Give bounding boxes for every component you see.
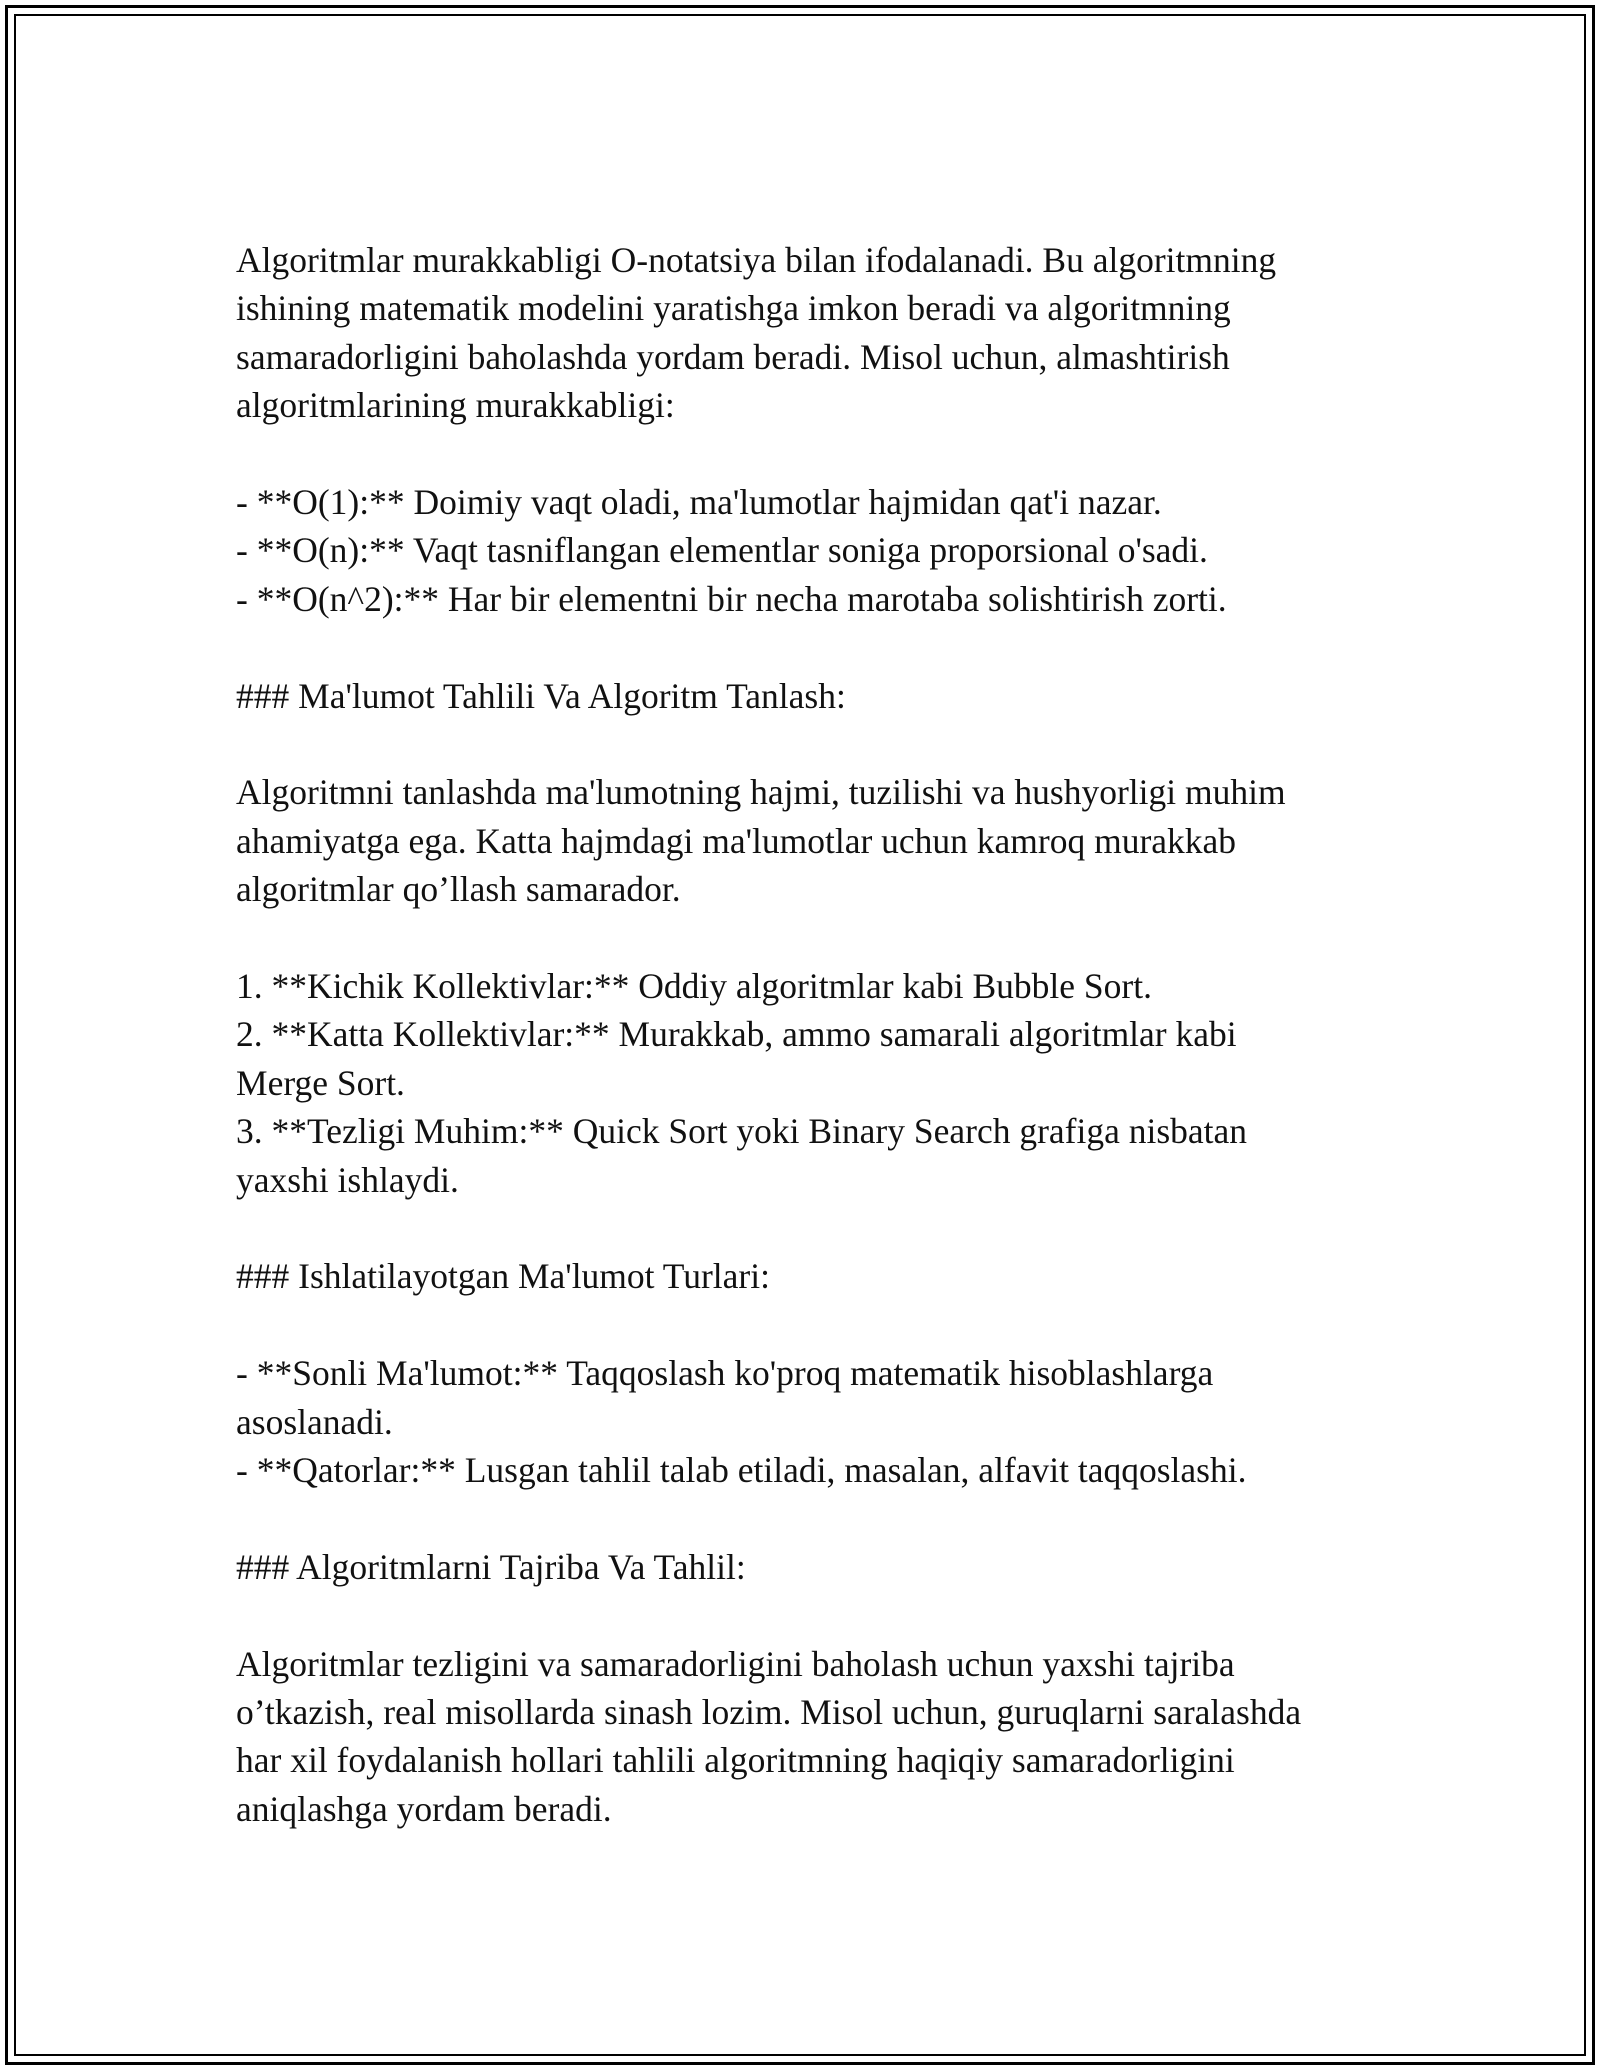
text-line: aniqlashga yordam beradi.	[236, 1788, 612, 1829]
list-item-continuation: asoslanadi.	[236, 1401, 393, 1442]
list-item: 3. **Tezligi Muhim:** Quick Sort yoki Binary Search grafiga nisbatan	[236, 1111, 1248, 1152]
text-line: Algoritmlar murakkabligi O-notatsiya bilan ifodalanadi. Bu algoritmning	[236, 240, 1277, 280]
list-item: - **O(1):** Doimiy vaqt oladi, ma'lumotlar hajmidan qat'i nazar.	[236, 482, 1162, 523]
paragraph	[236, 1640, 1356, 1834]
spacer	[236, 1494, 1356, 1542]
text-line: Algoritmni tanlashda ma'lumotning hajmi, tuzilishi va hushyorligi muhim	[236, 772, 1286, 813]
text-line: har xil foydalanish hollari tahlili algoritmning haqiqiy samaradorligini	[236, 1740, 1235, 1781]
spacer	[236, 720, 1356, 768]
text-line: algoritmlar qo’llash samarador.	[236, 869, 681, 910]
text-line: o’tkazish, real misollarda sinash lozim. Misol uchun, guruqlarni saralashda	[236, 1692, 1302, 1733]
list-item: - **O(n):** Vaqt tasniflangan elementlar soniga proporsional o'sadi.	[236, 530, 1208, 571]
intro-paragraph	[236, 236, 1356, 430]
numbered-list	[236, 962, 1356, 1204]
section-heading: ### Ishlatilayotgan Ma'lumot Turlari:	[236, 1256, 770, 1297]
spacer	[236, 1204, 1356, 1252]
text-line: Algoritmlar tezligini va samaradorligini baholash uchun yaxshi tajriba	[236, 1643, 1235, 1684]
list-item: 1. **Kichik Kollektivlar:** Oddiy algoritmlar kabi Bubble Sort.	[236, 966, 1152, 1007]
list-item: 2. **Katta Kollektivlar:** Murakkab, ammo samarali algoritmlar kabi	[236, 1014, 1237, 1055]
document-body	[236, 236, 1356, 1833]
list-item: - **Sonli Ma'lumot:** Taqqoslash ko'proq matematik hisoblashlarga	[236, 1353, 1214, 1394]
text-line: samaradorligini baholashda yordam beradi. Misol uchun, almashtirish	[236, 336, 1230, 377]
text-line: algoritmlarining murakkabligi:	[236, 385, 675, 426]
list-item-continuation: yaxshi ishlaydi.	[236, 1159, 459, 1200]
text-line: ahamiyatga ega. Katta hajmdagi ma'lumotlar uchun kamroq murakkab	[236, 820, 1237, 861]
spacer	[236, 430, 1356, 478]
data-types-list	[236, 1349, 1356, 1494]
list-item: - **Qatorlar:** Lusgan tahlil talab etiladi, masalan, alfavit taqqoslashi.	[236, 1450, 1247, 1491]
paragraph	[236, 768, 1356, 913]
section-heading: ### Ma'lumot Tahlili Va Algoritm Tanlash:	[236, 675, 846, 716]
spacer	[236, 1301, 1356, 1349]
list-item: - **O(n^2):** Har bir elementni bir necha marotaba solishtirish zorti.	[236, 578, 1227, 619]
spacer	[236, 623, 1356, 671]
spacer	[236, 1591, 1356, 1639]
section-heading: ### Algoritmlarni Tajriba Va Tahlil:	[236, 1546, 746, 1587]
list-item-continuation: Merge Sort.	[236, 1062, 405, 1103]
spacer	[236, 914, 1356, 962]
complexity-list	[236, 478, 1356, 623]
text-line: ishining matematik modelini yaratishga imkon beradi va algoritmning	[236, 288, 1231, 329]
